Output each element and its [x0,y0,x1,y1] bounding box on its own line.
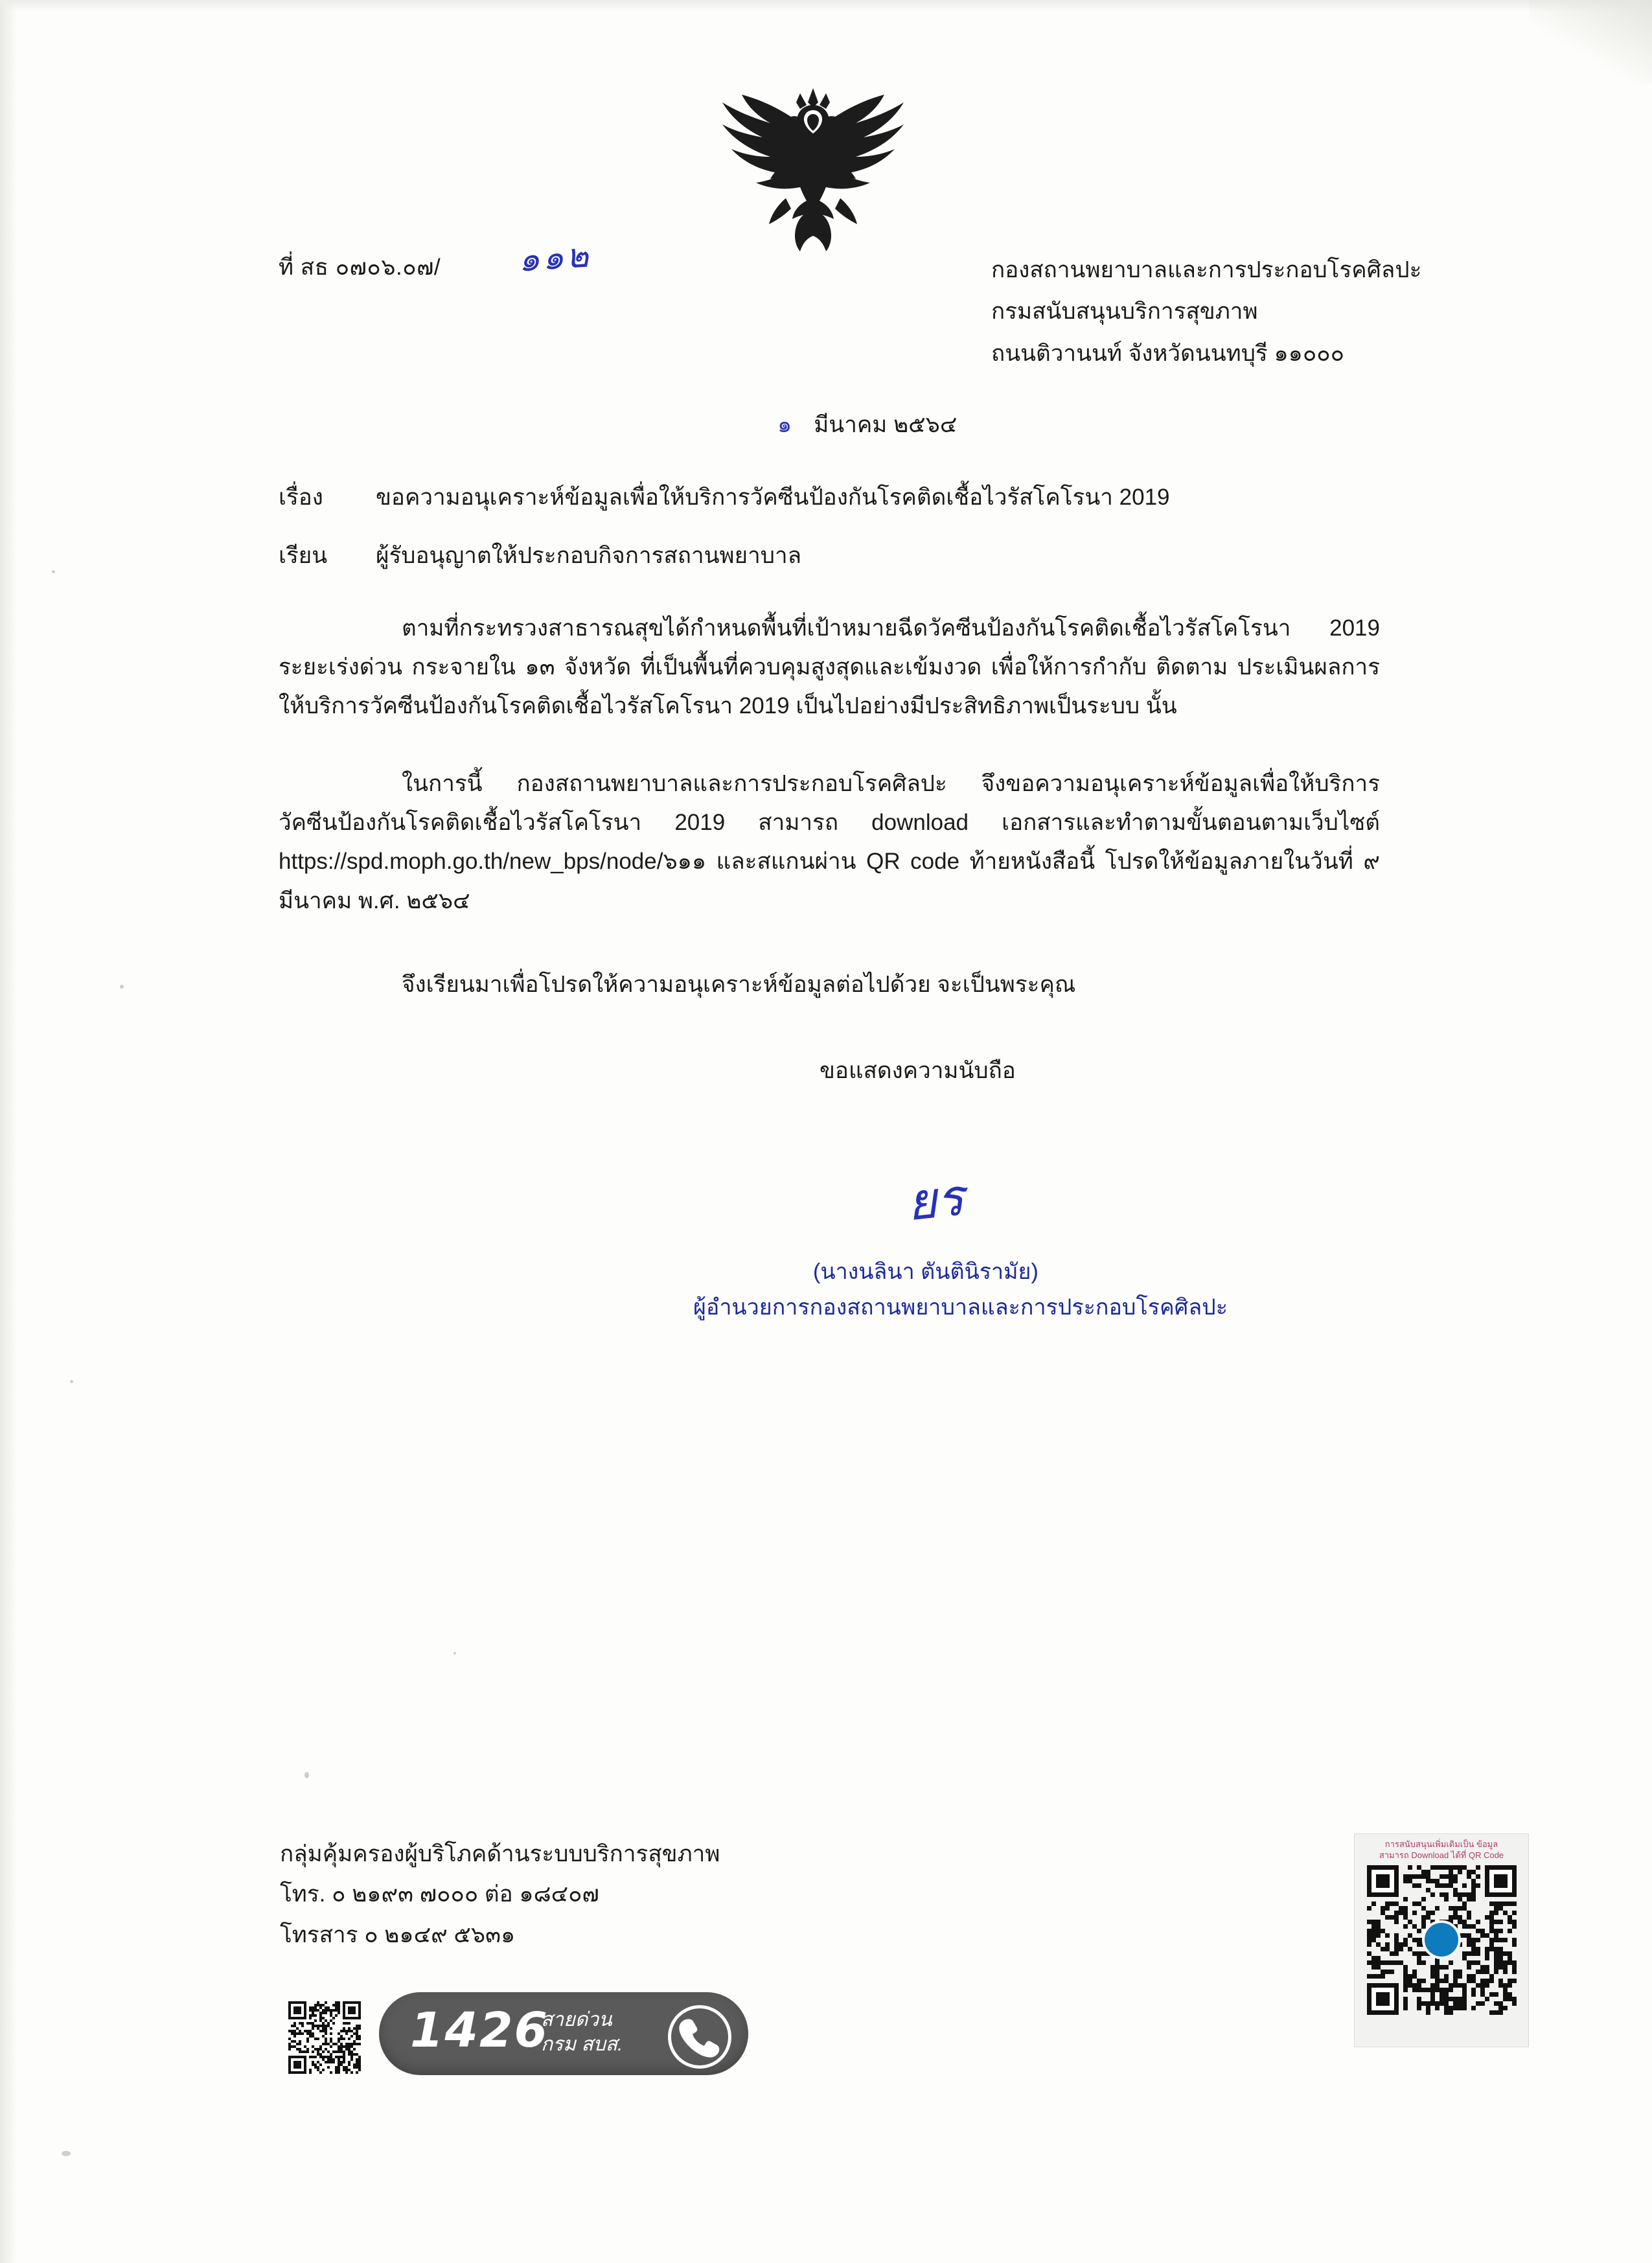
document-date-day: ๑ [777,412,792,438]
hotline-text-line-2: กรม สบส. [541,2033,623,2055]
scan-edge-shadow-top [0,0,1652,12]
footer-phone: โทร. ๐ ๒๑๙๓ ๗๐๐๐ ต่อ ๑๘๔๐๗ [280,1881,599,1907]
qr-center-logo [1422,1920,1461,1959]
signatory-title: ผู้อำนวยการกองสถานพยาบาลและการประกอบโรคศิลปะ [693,1295,1228,1320]
garuda-emblem [703,71,923,259]
document-date-month-year: มีนาคม ๒๕๖๔ [814,412,958,437]
recipient-row [279,538,801,573]
footer-unit: กลุ่มคุ้มครองผู้บริโภคด้านระบบบริการสุขภาพ [280,1841,720,1867]
recipient-value: ผู้รับอนุญาตให้ประกอบกิจการสถานพยาบาล [376,543,802,568]
scan-speck [453,1652,456,1655]
footer-contact-block [280,1837,720,1958]
paragraph-3-text: จึงเรียนมาเพื่อโปรดให้ความอนุเคราะห์ข้อมูลต่อไปด้วย จะเป็นพระคุณ [402,972,1076,997]
paragraph-2-text: ในการนี้ กองสถานพยาบาลและการประกอบโรคศิลปะ จึงขอความอนุเคราะห์ข้อมูลเพื่อให้บริการวัคซีนป้องกันโรคติดเชื้อไวรัสโคโรนา 2019 สามารถ download เอกสารและทำตามขั้นตอนตามเว็บไซต์ https://spd.moph.go.th/new_bps/node/๖๑๑ และสแกนผ่าน QR code ท้ายหนังสือนี้ โปรดให้ข้อมูลภายในวันที่ ๙ มีนาคม พ.ศ. ๒๕๖๔ [279,771,1380,913]
sender-line-2: กรมสนับสนุนบริการสุขภาพ [991,299,1258,325]
scan-speck [62,2151,71,2156]
subject-label: เรื่อง [279,485,323,510]
hotline-number: 1426 [410,2003,549,2058]
signatory-name: (นางนลินา ตันตินิรามัย) [813,1259,1038,1284]
document-date [777,407,957,442]
hotline-text [541,2008,623,2056]
scan-speck [52,570,55,573]
document-qr-code [1367,1865,1516,2014]
body-paragraph-2 [279,764,1380,921]
hotline-qr-code [288,2001,361,2074]
signature-mark: ยร [904,1168,967,1233]
qr-caption [1360,1839,1523,1861]
paragraph-1-text: ตามที่กระทรวงสาธารณสุขได้กำหนดพื้นที่เป้าหมายฉีดวัคซีนป้องกันโรคติดเชื้อไวรัสโคโรนา 2019 ระยะเร่งด่วน กระจายใน ๑๓ จังหวัด ที่เป็นพื้นที่ควบคุมสูงสุดและเข้มงวด เพื่อให้การกำกับ ติดตาม ประเมินผลการให้บริการวัคซีนป้องกันโรคติดเชื้อไวรัสโคโรนา 2019 เป็นไปอย่างมีประสิทธิภาพเป็นระบบ นั้น [279,615,1380,719]
qr-caption-line-1: การสนับสนุนเพิ่มเติมเป็น ข้อมูล [1384,1839,1498,1849]
document-number-handwritten: ๑๑๒ [517,236,593,280]
qr-caption-line-2: สามารถ Download ได้ที่ QR Code [1379,1850,1504,1860]
phone-icon [668,2005,731,2069]
scan-corner-fold [1529,0,1652,84]
document-qr-block [1354,1833,1529,2047]
hotline-text-line-1: สายด่วน [541,2009,612,2030]
subject-row [279,479,1170,515]
subject-value: ขอความอนุเคราะห์ข้อมูลเพื่อให้บริการวัคซีนป้องกันโรคติดเชื้อไวรัสโคโรนา 2019 [376,485,1170,510]
scan-edge-shadow-left [0,0,17,2263]
document-number-label: ที่ สธ ๐๗๐๖.๐๗/ [279,255,441,280]
recipient-label: เรียน [279,543,328,568]
scan-speck [304,1772,309,1778]
scan-speck [120,985,124,989]
hotline-pill [379,1992,748,2075]
footer-fax: โทรสาร ๐ ๒๑๔๙ ๕๖๓๑ [280,1922,516,1947]
body-paragraph-1 [279,609,1380,726]
closing-salutation: ขอแสดงความนับถือ [820,1058,1016,1083]
sender-line-3: ถนนติวานนท์ จังหวัดนนทบุรี ๑๑๐๐๐ [991,340,1344,366]
sender-address-block [991,253,1421,378]
body-paragraph-3 [279,965,1380,1004]
scan-speck [70,1380,73,1383]
sender-line-1: กองสถานพยาบาลและการประกอบโรคศิลปะ [991,257,1422,282]
hotline-badge [288,1992,755,2083]
